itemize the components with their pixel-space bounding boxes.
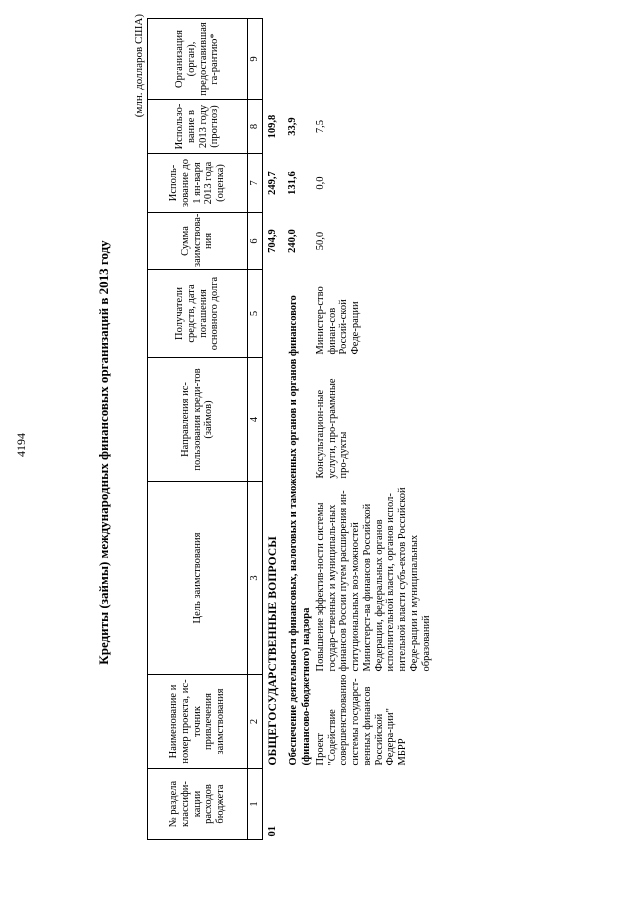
project-cell (314, 675, 434, 769)
column-number: 5 (248, 270, 263, 358)
header-cell: Исполь-зование до 1 ян-варя 2013 года (оценка) (148, 154, 248, 213)
project-recipient: Министер-ство финан-сов Россий-ской Феде-рации (314, 286, 362, 355)
subsection-title: Обеспечение деятельности финансовых, налоговых и таможенных органов и органов финансового (финансово-бюджетного) надзора (287, 295, 312, 766)
header-cell: Цель заимствования (148, 482, 248, 675)
section-title: ОБЩЕГОСУДАРСТВЕННЫЕ ВОПРОСЫ (266, 536, 279, 766)
subsection-sum: 240,0 (286, 229, 298, 253)
subsection-used-before: 131,6 (286, 171, 298, 195)
column-number: 3 (248, 482, 263, 675)
project-goal: Повышение эффектив-ности системы государ-ственных и муниципаль-ных финансов России путем расширения ин-ституциональных воз-можностей Министерст-ва финансов Российской Федерации, федеральных органов исполнительной власти, органов испол-нительной власти субъ-ектов Российской Феде-рации и муниципальных образований (314, 487, 432, 672)
section-used-2013: 109,8 (266, 114, 278, 139)
header-row (148, 19, 248, 840)
column-number: 1 (248, 769, 263, 840)
document-title: Кредиты (займы) международных финансовых организаций в 2013 году (96, 240, 111, 665)
project-sum: 50,0 (314, 231, 326, 251)
header-cell: Сумма заимствова-ния (148, 213, 248, 270)
section-used-before: 249,7 (266, 171, 278, 195)
header-cell: Получатели средств, дата погашения основного долга (148, 270, 248, 358)
column-number: 2 (248, 675, 263, 769)
column-number-row (248, 19, 263, 840)
section-row (262, 19, 280, 840)
column-number: 4 (248, 358, 263, 482)
section-sum: 704,9 (266, 229, 278, 253)
credits-table (147, 18, 433, 840)
header-cell: Направления ис-пользования креди-тов (займов) (148, 358, 248, 482)
project-name: Проект "Содействие совершенствованию системы государст-венных финансов Российской Федера-ции" (314, 674, 397, 766)
project-directions: Консультацион-ные услуги, про-граммные про-дукты (314, 378, 350, 479)
header-cell: Наименование и номер проекта, ис-точник привлечения заимствования (148, 675, 248, 769)
project-source: МБРР (397, 738, 409, 766)
column-number: 9 (248, 19, 263, 100)
header-cell: Организация (орган), предоставившая га-рантию* (148, 19, 248, 100)
units-note: (млн. долларов США) (133, 14, 145, 118)
column-number: 7 (248, 154, 263, 213)
section-code: 01 (266, 826, 278, 837)
page-number: 4194 (14, 433, 28, 457)
column-number: 6 (248, 213, 263, 270)
header-cell: № раздела классифи-кации расходов бюджета (148, 769, 248, 840)
header-cell: Использо-вание в 2013 году (прогноз) (148, 100, 248, 154)
project-used-before: 0,0 (314, 176, 326, 190)
subsection-used-2013: 33,9 (286, 117, 298, 136)
project-used-2013: 7,5 (314, 119, 326, 134)
subsection-row (281, 19, 314, 840)
project-row (314, 19, 434, 840)
column-number: 8 (248, 100, 263, 154)
